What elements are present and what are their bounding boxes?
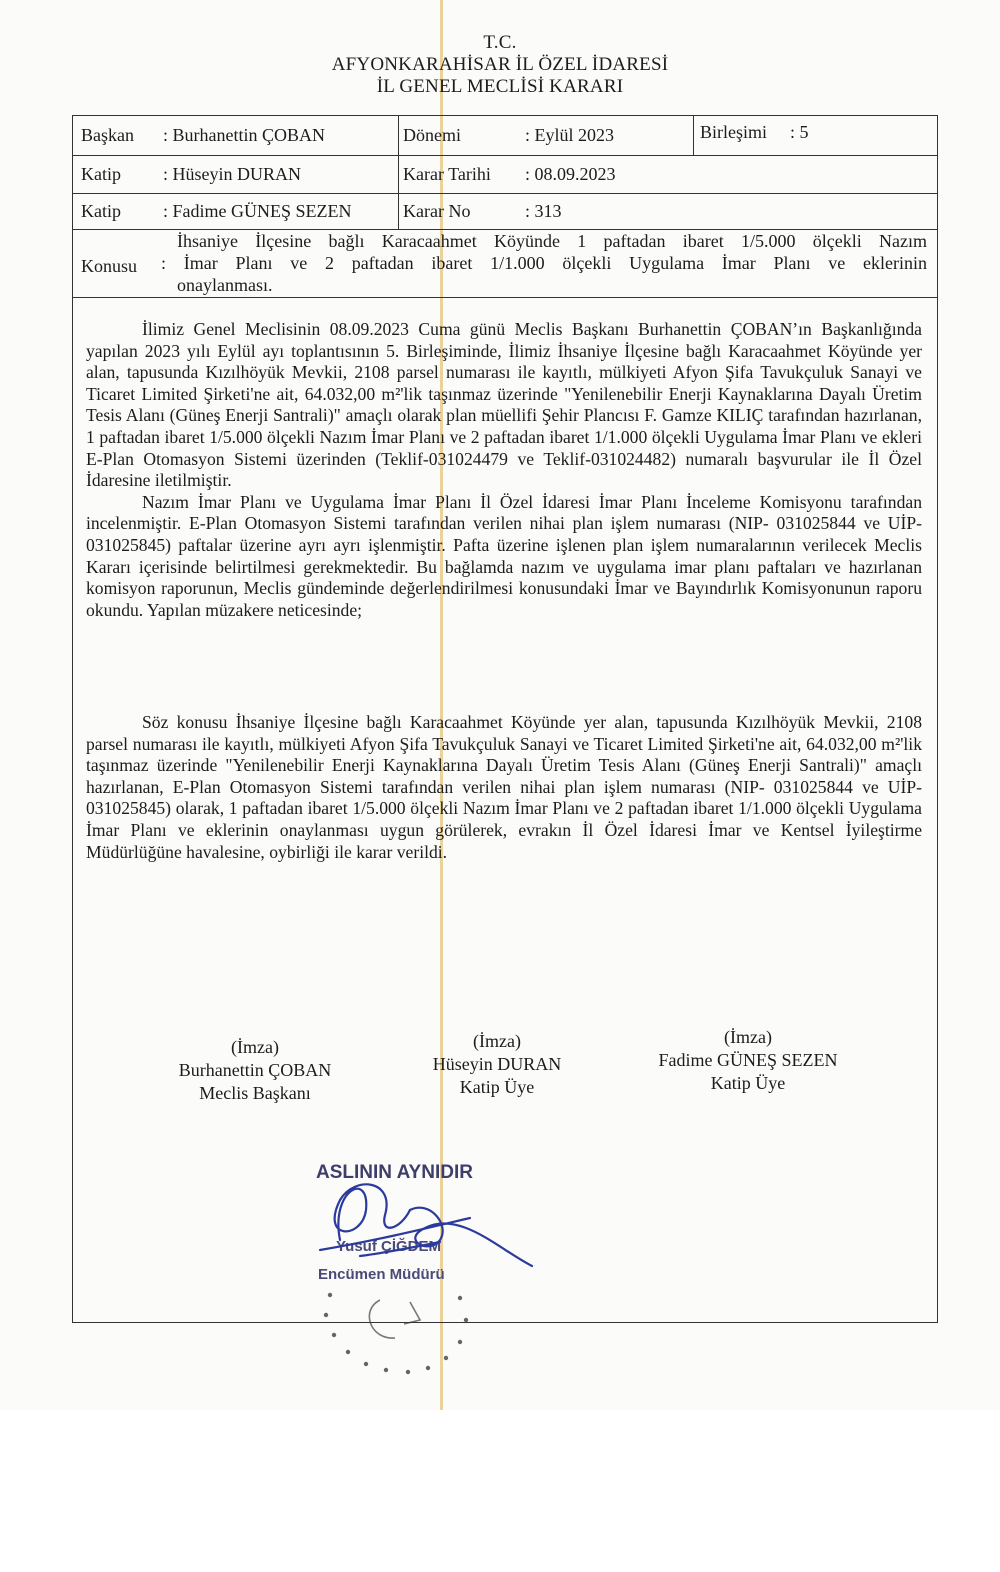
konusu-line-2: : İmar Planı ve 2 paftadan ibaret 1/1.000 ölçekli Uygulama İmar Planı ve eklerinin [161,253,927,273]
signature-role: Katip Üye [459,1077,535,1097]
stamp-title: ASLININ AYNIDIR [316,1162,473,1183]
konusu-line-3: onaylanması. [177,275,273,295]
katip2-label: Katip [81,201,121,221]
donem-value: : Eylül 2023 [525,125,614,145]
karar-no-label: Karar No [403,201,471,221]
header-line-tc: T.C. [483,32,517,53]
seal-and-signature-icon [300,1170,550,1400]
decision-resolution [86,712,922,863]
baskan-label: Başkan [81,125,134,145]
katip2-value: : Fadime GÜNEŞ SEZEN [163,201,352,221]
karar-no-value: : 313 [525,201,562,221]
karar-tarihi-label: Karar Tarihi [403,164,491,184]
katip1-label: Katip [81,164,121,184]
birlesim-value: : 5 [790,122,809,142]
signature-katip2 [635,1026,861,1095]
signature-role: Meclis Başkanı [199,1083,311,1103]
paragraph-3: Söz konusu İhsaniye İlçesine bağlı Karacaahmet Köyünde yer alan, tapusunda Kızılhöyük Mevkii, 2108 parsel numarası ile kayıtlı, mülkiyeti Afyon Şifa Tavukçuluk Sanayi ve Ticaret Limited Şirketi'ne ait, 64.032,00 m²'lik taşınmaz üzerinde "Yenilenebilir Enerji Kaynaklarına Dayalı Üretim Tesis Alanı (Güneş Enerji Santrali)" amaçlı hazırlanan, E-Plan Otomasyon Sistemi tarafından verilen nihai plan işlem numarası (NIP- 031025844 ve UİP-031025845) olarak, 1 paftadan ibaret 1/5.000 ölçekli Nazım İmar Planı ve 2 paftadan ibaret 1/1.000 ölçekli Uygulama İmar Planı ve eklerinin onaylanması uygun görülerek, evrakın İl Özel İdaresi İmar ve Kentsel İyileştirme Müdürlüğüne havalesine, oybirliği ile karar verildi. [86,712,922,862]
signature-role: Katip Üye [710,1073,786,1093]
info-row-baskan [73,116,937,156]
signature-imza: (İmza) [473,1031,521,1051]
donem-label: Dönemi [403,125,461,145]
stamp-name: Yusuf ÇİĞDEM [336,1238,442,1255]
paragraph-1: İlimiz Genel Meclisinin 08.09.2023 Cuma günü Meclis Başkanı Burhanettin ÇOBAN’ın Başkanlığında yapılan 2023 yılı Eylül ayı toplantısının 5. Birleşiminde, İlimiz İhsaniye İlçesine bağlı Karacaahmet Köyünde yer alan, tapusunda Kızılhöyük Mevkii, 2108 parsel numarası ile kayıtlı, mülkiyeti Afyon Şifa Tavukçuluk Sanayi ve Ticaret Limited Şirketi'ne ait, 64.032,00 m²'lik taşınmaz üzerinde "Yenilenebilir Enerji Kaynaklarına Dayalı Üretim Tesis Alanı (Güneş Enerji Santrali)" amaçlı olarak plan müellifi Şehir Plancısı F. Gamze KILIÇ tarafından hazırlanan, 1 paftadan ibaret 1/5.000 ölçekli Nazım İmar Planı ve 2 paftadan ibaret 1/1.000 ölçekli Uygulama İmar Planı ve ekleri E-Plan Otomasyon Sistemi üzerinden (Teklif-031024479 ve Teklif-031024482) numaralı başvurular ile İl Özel İdaresine iletilmiştir. [86,319,922,491]
signature-katip1 [402,1030,592,1099]
baskan-value: : Burhanettin ÇOBAN [163,125,325,145]
header-line-institution: AFYONKARAHİSAR İL ÖZEL İDARESİ [331,54,669,75]
signature-imza: (İmza) [231,1037,279,1057]
signature-name: Hüseyin DURAN [432,1054,562,1074]
document-header [0,32,1000,98]
signature-name: Fadime GÜNEŞ SEZEN [658,1050,838,1070]
signature-baskan [160,1036,350,1105]
header-line-title: İL GENEL MECLİSİ KARARI [376,76,624,97]
konusu-text [161,230,927,296]
decision-body [86,319,922,621]
katip1-value: : Hüseyin DURAN [163,164,301,184]
paragraph-2: Nazım İmar Planı ve Uygulama İmar Planı İl Özel İdaresi İmar Planı İnceleme Komisyonu tarafından incelenmiştir. E-Plan Otomasyon Sistemi tarafından verilen nihai plan işlem numarası (NIP- 031025844 ve UİP-031025845) paftalar üzerine ayrı ayrı işlenmiştir. Pafta üzerine işlenen plan işlem numaralarının verilecek Meclis Kararı içerisinde belirtilmesi gerekmektedir. Bu bağlamda nazım ve uygulama imar planı paftaları ve hazırlanan komisyon raporunun, Meclis gündeminde değerlendirilmesi konusundaki İmar ve Bayındırlık Komisyonunun raporu okundu. Yapılan müzakere neticesinde; [86,491,922,620]
signature-name: Burhanettin ÇOBAN [178,1060,332,1080]
info-row-konusu [73,230,937,298]
signature-imza: (İmza) [724,1027,772,1047]
stamp-role: Encümen Müdürü [318,1266,445,1283]
konusu-line-1: İhsaniye İlçesine bağlı Karacaahmet Köyünde 1 paftadan ibaret 1/5.000 ölçekli Nazım [177,231,927,251]
info-row-katip1 [73,156,937,194]
konusu-label: Konusu [81,256,138,276]
info-row-katip2 [73,194,937,230]
birlesim-label: Birleşimi [700,122,767,142]
karar-tarihi-value: : 08.09.2023 [525,164,616,184]
